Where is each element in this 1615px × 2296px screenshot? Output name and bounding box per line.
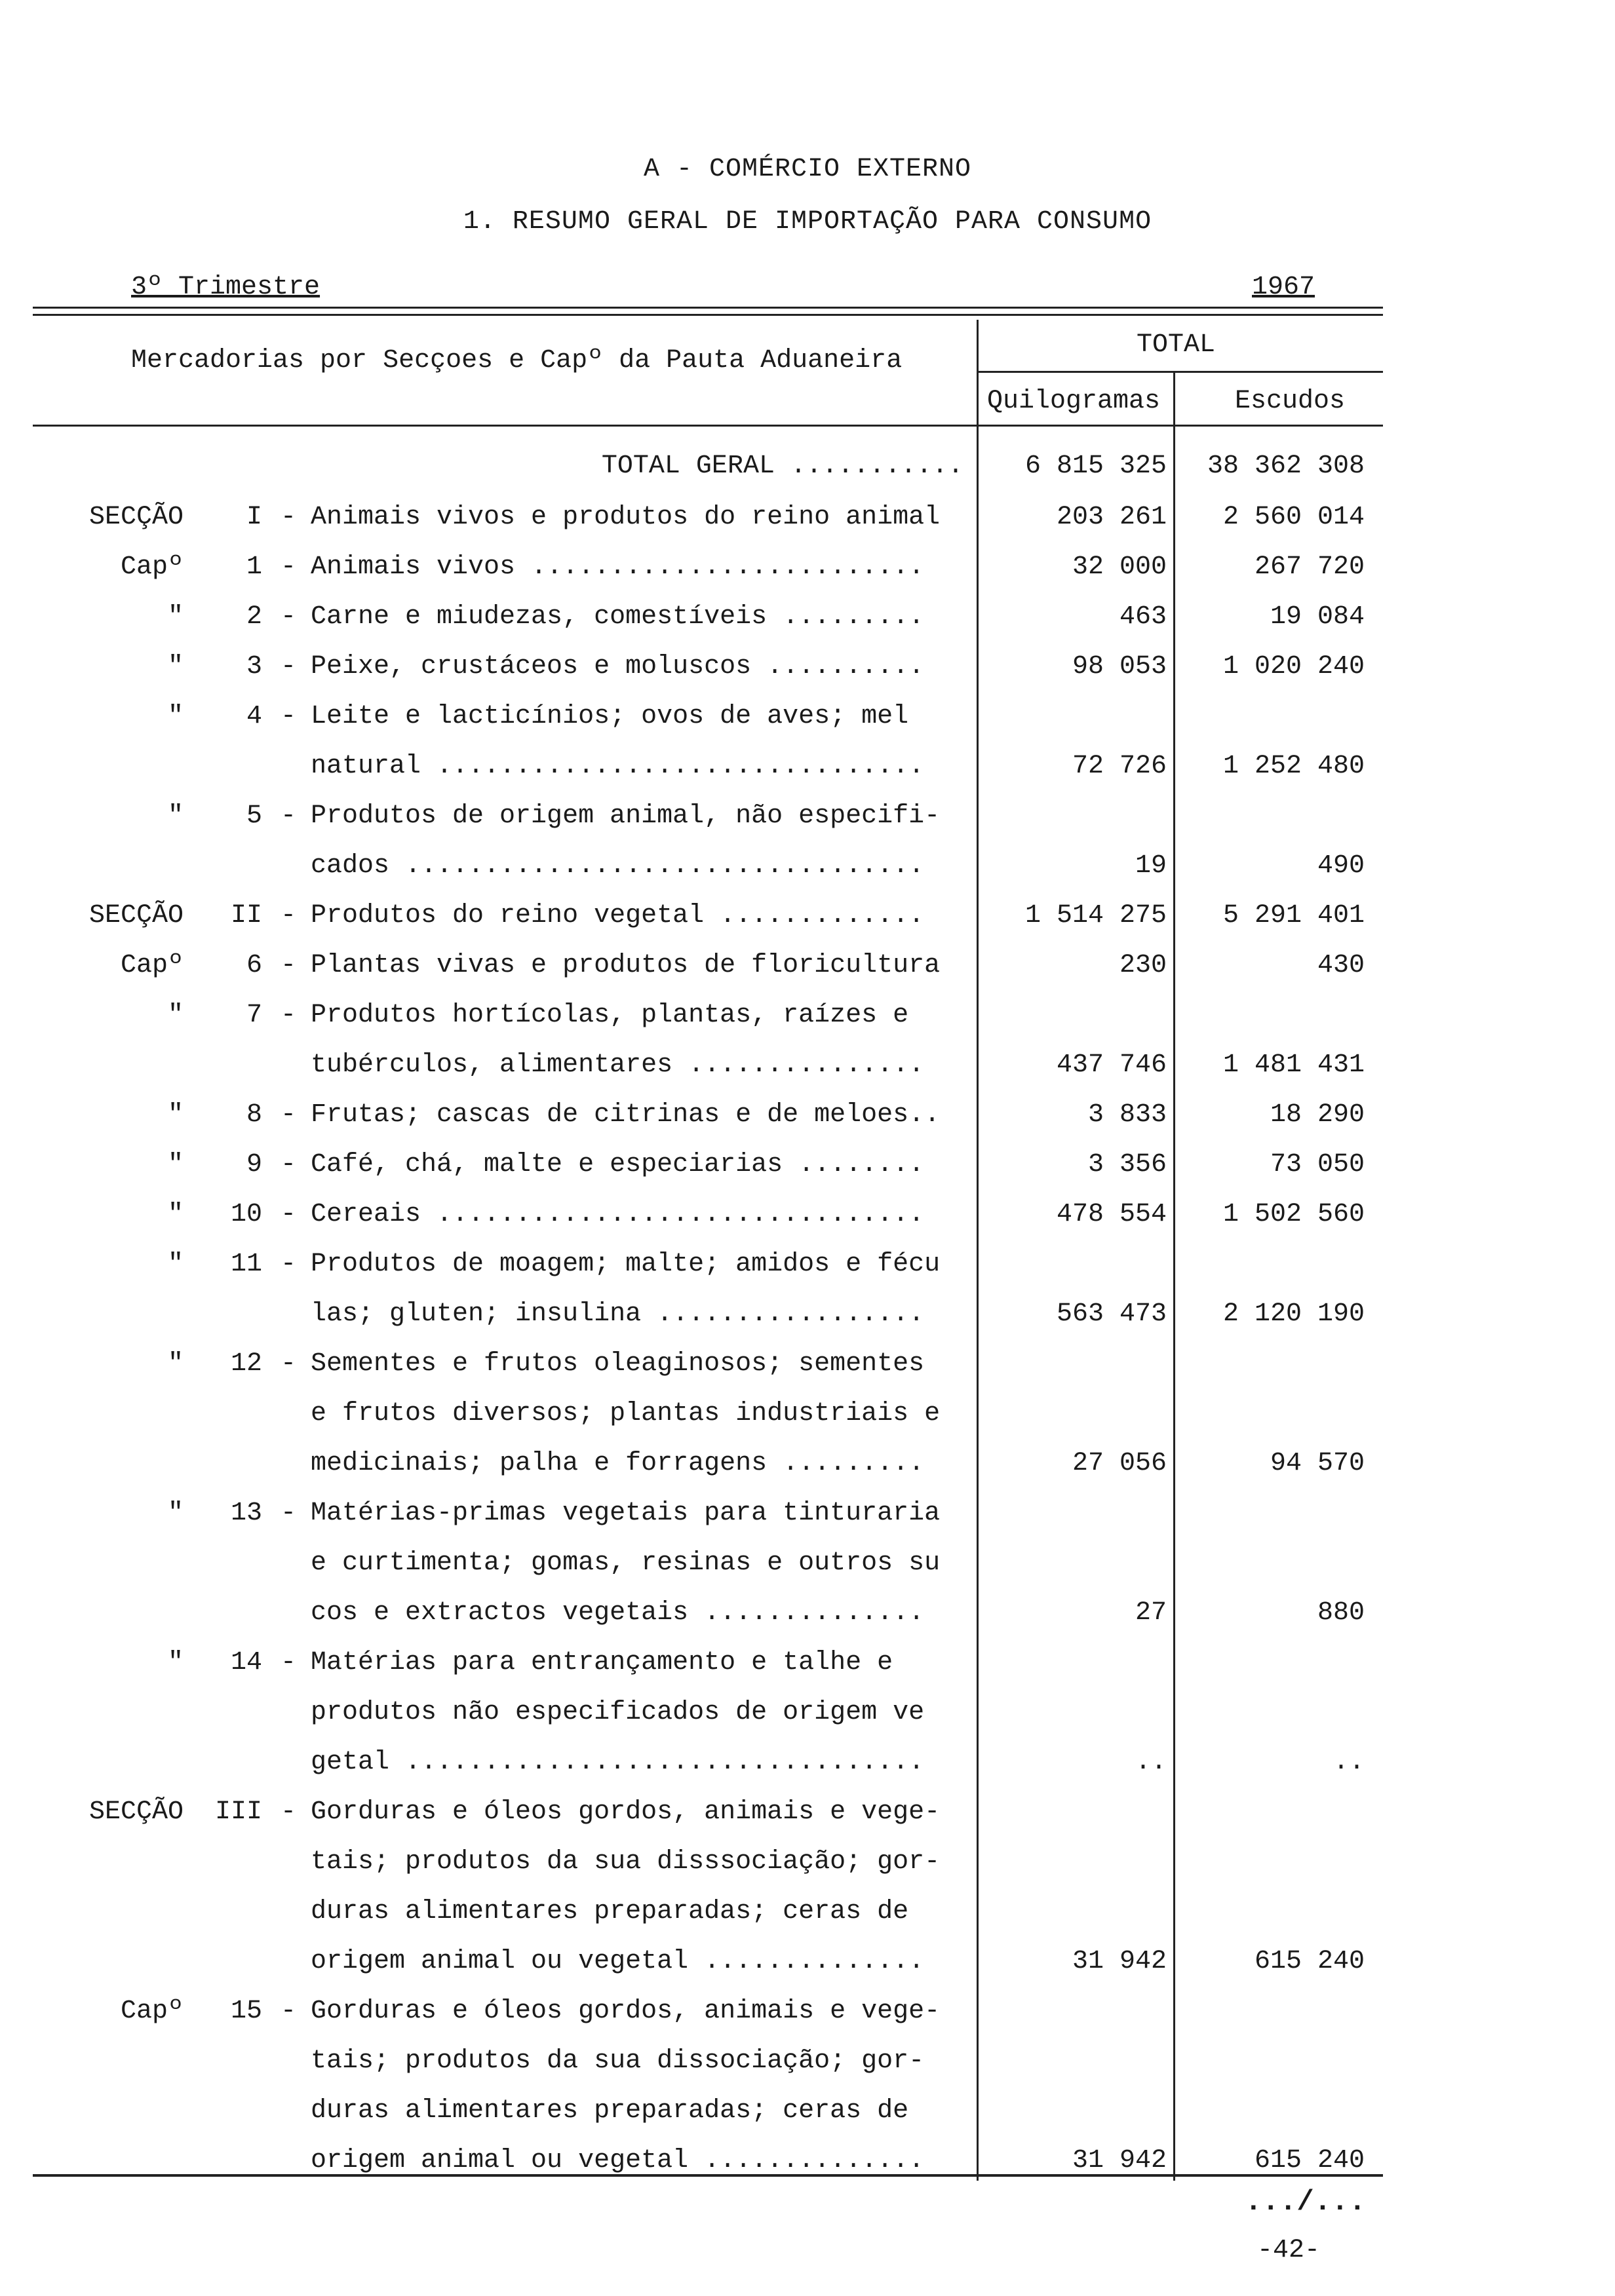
row-escudos: 5 291 401 (1222, 901, 1365, 930)
row-code: III (214, 1797, 262, 1827)
table-title: 1. RESUMO GERAL DE IMPORTAÇÃO PARA CONSUMO (463, 207, 1152, 237)
row-kilograms: 3 833 (1087, 1100, 1167, 1130)
row-kilograms: 3 356 (1087, 1150, 1167, 1179)
row-kilograms: 31 942 (1072, 1947, 1167, 1976)
row-section-label: " (167, 1200, 184, 1229)
row-code: 14 (230, 1648, 262, 1677)
row-kilograms: 463 (1119, 602, 1167, 632)
section-title: A - COMÉRCIO EXTERNO (643, 155, 972, 184)
row-escudos: 267 720 (1254, 552, 1365, 582)
row-kilograms: 19 (1135, 851, 1167, 881)
row-description: Plantas vivas e produtos de floricultura (311, 951, 941, 980)
row-description: Produtos hortícolas, plantas, raízes e (311, 1001, 909, 1030)
row-section-label: Capº (120, 552, 184, 582)
row-description: las; gluten; insulina ................. (311, 1299, 925, 1329)
row-description: Gorduras e óleos gordos, animais e vege- (311, 1997, 941, 2026)
row-escudos: 615 240 (1254, 2146, 1365, 2175)
row-dash: - (281, 1648, 297, 1677)
row-description: tais; produtos da sua dissociação; gor- (311, 2046, 925, 2076)
total-column-header: TOTAL (1137, 330, 1216, 360)
row-kilograms: 437 746 (1056, 1050, 1167, 1080)
row-code: 7 (246, 1001, 262, 1030)
row-description: Sementes e frutos oleaginosos; sementes (311, 1349, 925, 1379)
row-section-label: " (167, 702, 184, 731)
row-dash: - (281, 801, 297, 831)
row-kilograms: 72 726 (1072, 752, 1167, 781)
row-escudos: .. (1333, 1748, 1365, 1777)
row-description: cados ................................. (311, 851, 925, 881)
header-bottom-rule (33, 425, 1383, 427)
row-code: 12 (230, 1349, 262, 1379)
row-description: Matérias para entrançamento e talhe e (311, 1648, 893, 1677)
row-description: Peixe, crustáceos e moluscos .......... (311, 652, 925, 681)
row-description: getal ................................. (311, 1748, 925, 1777)
row-code: 3 (246, 652, 262, 681)
row-section-label: " (167, 602, 184, 632)
row-kilograms: 98 053 (1072, 652, 1167, 681)
row-code: II (230, 901, 262, 930)
row-escudos: 1 020 240 (1222, 652, 1365, 681)
row-description: Leite e lacticínios; ovos de aves; mel (311, 702, 909, 731)
row-description: origem animal ou vegetal .............. (311, 2146, 925, 2175)
row-escudos: 615 240 (1254, 1947, 1365, 1976)
row-escudos: 1 502 560 (1222, 1200, 1365, 1229)
row-kilograms: 563 473 (1056, 1299, 1167, 1329)
page-number: -42- (1256, 2236, 1320, 2265)
row-dash: - (281, 552, 297, 582)
row-description: Gorduras e óleos gordos, animais e vege- (311, 1797, 941, 1827)
row-kilograms: 230 (1119, 951, 1167, 980)
row-description: origem animal ou vegetal .............. (311, 1947, 925, 1976)
row-description: produtos não especificados de origem ve (311, 1698, 925, 1727)
row-escudos: 1 252 480 (1222, 752, 1365, 781)
row-dash: - (281, 1250, 297, 1279)
row-escudos: 490 (1317, 851, 1365, 881)
row-escudos: 2 560 014 (1222, 503, 1365, 532)
row-dash: - (281, 951, 297, 980)
row-section-label: Capº (120, 951, 184, 980)
description-column-header: Mercadorias por Secçoes e Capº da Pauta Aduaneira (131, 346, 903, 375)
row-description: natural ............................... (311, 752, 925, 781)
row-escudos: 18 290 (1270, 1100, 1365, 1130)
year-label: 1967 (1252, 273, 1315, 302)
row-escudos: 38 362 308 (1207, 451, 1365, 481)
row-dash: - (281, 901, 297, 930)
row-description: medicinais; palha e forragens ......... (311, 1449, 925, 1478)
row-code: 11 (230, 1250, 262, 1279)
total-header-rule (977, 371, 1383, 373)
row-section-label: " (167, 652, 184, 681)
row-kilograms: 32 000 (1072, 552, 1167, 582)
row-section-label: Capº (120, 1997, 184, 2026)
row-kilograms: 31 942 (1072, 2146, 1167, 2175)
row-description: duras alimentares preparadas; ceras de (311, 2096, 909, 2126)
row-description: Frutas; cascas de citrinas e de meloes.. (311, 1100, 941, 1130)
row-dash: - (281, 1150, 297, 1179)
row-code: I (246, 503, 262, 532)
row-description: Produtos de moagem; malte; amidos e fécu (311, 1250, 941, 1279)
row-escudos: 880 (1317, 1598, 1365, 1628)
row-code: 5 (246, 801, 262, 831)
row-code: 2 (246, 602, 262, 632)
row-section-label: " (167, 1499, 184, 1528)
row-description: tais; produtos da sua disssociação; gor- (311, 1847, 941, 1877)
row-description: Produtos de origem animal, não especifi- (311, 801, 941, 831)
row-code: 15 (230, 1997, 262, 2026)
escudos-column-header: Escudos (1235, 387, 1346, 416)
row-description: Café, chá, malte e especiarias ........ (311, 1150, 925, 1179)
row-escudos: 2 120 190 (1222, 1299, 1365, 1329)
row-dash: - (281, 1997, 297, 2026)
header-double-rule (33, 307, 1383, 316)
row-code: 4 (246, 702, 262, 731)
row-section-label: " (167, 801, 184, 831)
row-kilograms: 27 056 (1072, 1449, 1167, 1478)
row-dash: - (281, 1100, 297, 1130)
row-section-label: SECÇÃO (88, 1797, 184, 1827)
row-section-label: " (167, 1100, 184, 1130)
row-code: 6 (246, 951, 262, 980)
row-description: TOTAL GERAL ........... (601, 451, 963, 481)
row-description: duras alimentares preparadas; ceras de (311, 1897, 909, 1926)
row-escudos: 1 481 431 (1222, 1050, 1365, 1080)
row-kilograms: 1 514 275 (1024, 901, 1167, 930)
row-kilograms: 478 554 (1056, 1200, 1167, 1229)
row-section-label: " (167, 1001, 184, 1030)
row-dash: - (281, 1200, 297, 1229)
row-dash: - (281, 503, 297, 532)
row-code: 10 (230, 1200, 262, 1229)
row-section-label: " (167, 1150, 184, 1179)
row-escudos: 94 570 (1270, 1449, 1365, 1478)
row-description: Produtos do reino vegetal ............. (311, 901, 925, 930)
row-section-label: " (167, 1349, 184, 1379)
row-section-label: " (167, 1648, 184, 1677)
kilograms-column-header: Quilogramas (987, 387, 1161, 416)
period-label: 3º Trimestre (131, 273, 321, 302)
row-section-label: " (167, 1250, 184, 1279)
row-dash: - (281, 702, 297, 731)
row-description: cos e extractos vegetais .............. (311, 1598, 925, 1628)
row-code: 13 (230, 1499, 262, 1528)
row-description: Cereais ............................... (311, 1200, 925, 1229)
row-description: Animais vivos ......................... (311, 552, 925, 582)
row-description: e frutos diversos; plantas industriais e (311, 1399, 941, 1428)
row-section-label: SECÇÃO (88, 901, 184, 930)
row-code: 8 (246, 1100, 262, 1130)
row-kilograms: 27 (1135, 1598, 1167, 1628)
row-dash: - (281, 1001, 297, 1030)
row-description: tubérculos, alimentares ............... (311, 1050, 925, 1080)
row-escudos: 19 084 (1270, 602, 1365, 632)
row-escudos: 430 (1317, 951, 1365, 980)
row-description: Carne e miudezas, comestíveis ......... (311, 602, 925, 632)
row-code: 9 (246, 1150, 262, 1179)
continuation-marker: .../... (1245, 2186, 1366, 2219)
row-description: Animais vivos e produtos do reino animal (311, 503, 941, 532)
row-kilograms: .. (1135, 1748, 1167, 1777)
row-description: e curtimenta; gomas, resinas e outros su (311, 1548, 941, 1578)
column-divider-right (1173, 371, 1175, 2181)
row-code: 1 (246, 552, 262, 582)
row-kilograms: 6 815 325 (1024, 451, 1167, 481)
row-dash: - (281, 602, 297, 632)
row-kilograms: 203 261 (1056, 503, 1167, 532)
row-dash: - (281, 1797, 297, 1827)
row-section-label: SECÇÃO (88, 503, 184, 532)
column-divider-left (977, 320, 979, 2181)
row-dash: - (281, 1499, 297, 1528)
row-description: Matérias-primas vegetais para tinturaria (311, 1499, 941, 1528)
row-escudos: 73 050 (1270, 1150, 1365, 1179)
row-dash: - (281, 652, 297, 681)
row-dash: - (281, 1349, 297, 1379)
